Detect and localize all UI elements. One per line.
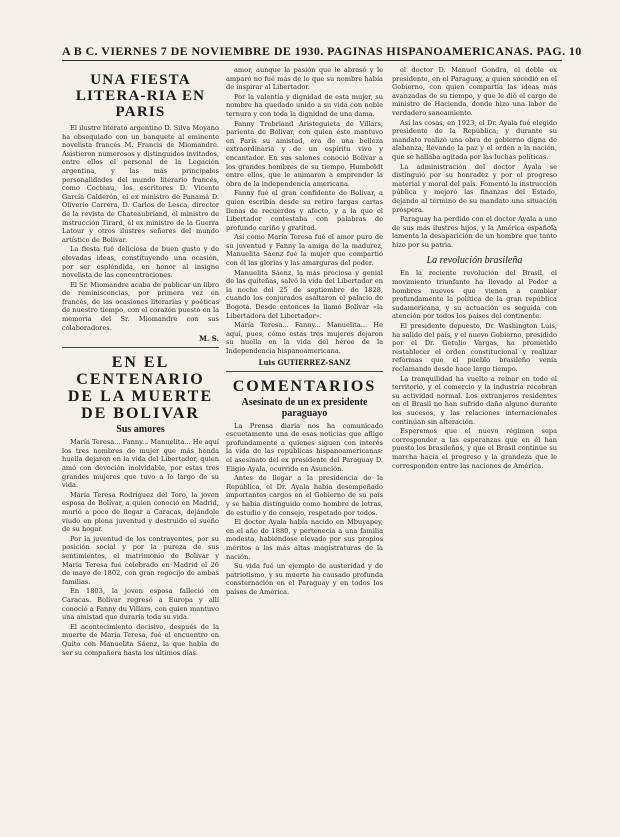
headline-centenario-bolivar: EN EL CENTENARIO DE LA MUERTE DE BOLIVAR [67,354,214,423]
paragraph: La Prensa diaria nos ha comunicado escuetamente una de esas noticias que aflige profundamente a quienes siguen con interés la vida de las repúblicas hispanoamericanas: el asesinato del ex presidente del Paraguay D. Eligio Ayala, ocurrido en Asunción. [226,421,383,473]
column-2 [226,66,383,826]
divider [62,347,219,348]
running-head: A B C. VIERNES 7 DE NOVIEMBRE DE 1930. PAGINAS HISPANOAMERICANAS. PAG. 10 [62,44,582,58]
paragraph: María Teresa... Fanny... Manuelita... He aquí, pues, cómo estas tres mujeres dejaron su huella en la vida del héroe de la Independencia hispanoamericana. [226,321,383,355]
paragraph: el doctor D. Manuel Gondra, el doble ex presidente, en el Paraguay, a quien sucedió en el Gobierno, con quien compartía las ideas más avanzadas de su tiempo, y que le dió el cargo de ministro de Hacienda, donde hizo una labor de verdadero saneamiento. [392,66,557,117]
column-3 [392,66,557,826]
paragraph: María Teresa... Fanny... Manuelita... He aquí los tres nombres de mujer que más honda huella dejaron en la vida del Libertador, quien amó con devoción inolvidable, por estas tres grandes mujeres que tuvo a lo largo de su vida. [62,438,219,490]
subhead-asesinato: Asesinato de un ex presidente paraguayo [241,396,368,419]
paragraph: Fanny fué el gran confidente de Bolívar, a quien escribía desde su retiro largas cartas llenas de recuerdos y afecto, y a la que el Libertador contestaba con palabras de profundo cariño y gratitud. [226,189,383,232]
paragraph: El ilustre literato argentino D. Silva Moyano ha obsequiado con un banquete al eminente novelista francés M. Francis de Miomandre. Asistieron numerosos y distinguidos invitados, entre ellos el personal de la Legación argentina, y las más principales personalidades del mundo literario francés, como Cocteau, los escritores D. Vicente García Calderón, el ex ministro de Panamá D. Oliverio Carrera, D. Carlos de Lesca, director de la revista de Chateaubriand, el ministro de instrucción Tirard, el ex ministro de la Guerra Latour y otros ilustres señores del mundo artístico de Bolivar. [62,124,219,244]
paragraph: El doctor Ayala había nacido en Mbuyapey, en el año de 1880, y pertenecía a una familia modesta, habiéndose elevado por sus propios méritos a las más altas magistraturas de la nación. [226,518,383,561]
paragraph: El presidente depuesto, Dr. Washington Luis, ha salido del país, y el nuevo Gobierno, presidido por el Dr. Getulio Vargas, ha prometido restablecer el orden constitucional y realizar reformas que el pueblo brasileño venía reclamando desde hace largo tiempo. [392,322,557,373]
paragraph: La tranquilidad ha vuelto a reinar en todo el territorio, y el comercio y la industria recobran su actividad normal. Los extranjeros residentes en el Brasil no han sufrido daño alguno durante los sucesos, y las relaciones internacionales continúan sin alteración. [392,374,557,426]
paragraph: La fiesta fué deliciosa de buen gusto y de elevadas ideas, constituyendo una ocasión, por ser espléndida, en honor al insigne novelista de las concentraciones. [62,245,219,280]
paragraph: El acontecimiento decisivo, después de la muerte de María Teresa, fué el encuentro en Quito con Manuelita Sáenz, la que había de ser su compañera hasta los últimos días. [62,622,219,657]
paragraph: La administración del doctor Ayala se distinguió por su honradez y por el progreso material y moral del país. Fomentó la instrucción pública y mejoró las finanzas del Estado, dejando al término de su mandato una situación próspera. [392,162,557,214]
subhead-sus-amores: Sus amores [116,424,165,436]
paragraph: Manuelita Sáenz, la más preciosa y genial de las quiteñas, salvó la vida del Libertador en la noche del 25 de septiembre de 1828, cuando los conjurados asaltaron el palacio de Bogotá. Desde entonces la llamó Bolívar «la Libertadora del Libertador». [226,268,383,320]
paragraph: amor, aunque la pasión que le abrasó y le amparó no fué más de lo que su nombre había de inspirar al Libertador. [226,66,383,92]
headline-comentarios: COMENTARIOS [232,377,377,395]
signature: M. S. [199,334,219,344]
column-1 [62,66,219,826]
signature: Luis GUTIERREZ-SANZ [258,357,351,367]
paragraph: Fanny Trobriand Aristeguieta de Villars, parienta de Bolívar, con quien éste mantuvo en París su amistad, era de una belleza extraordinaria y de un espíritu vivo y encantador. En sus salones conoció Bolívar a los grandes hombres de su tiempo, Humboldt entre ellos, que le animaron a emprender la obra de la independencia americana. [226,119,383,188]
paragraph: Esperemos que el nuevo régimen sepa corresponder a las esperanzas que en él han puesto los brasileños, y que el Brasil continúe su marcha hacia el progreso y la grandeza que le corresponden entre las naciones de América. [392,427,557,470]
paragraph: En la reciente revolución del Brasil, el movimiento triunfante ha llevado al Poder a hombres nuevos que vienen a cambiar profundamente la política de la gran república sudamericana, y su actuación es seguida con atención por todos los países del continente. [392,269,557,321]
headline-fiesta-literaria: UNA FIESTA LITERA-RIA EN PARIS [75,72,206,120]
paragraph: Paraguay ha perdido con el doctor Ayala a uno de sus más ilustres hijos, y la América española lamenta la desaparición de un hombre que tanto hizo por su patria. [392,215,557,249]
paragraph: El Sr. Miomandre acaba de publicar un libro de reminiscencias, por primera vez en francés, de las ocasiones literarias y poéticas de nuestro tiempo, con el corazón puesto en la memoria del Sr. Miomandre con sus colaboradores. [62,280,219,332]
paragraph: Antes de llegar a la presidencia de la República, el Dr. Ayala había desempeñado importantes cargos en el Gobierno de su país y se había distinguido como hombre de letras, de estudio y de consejo, respetado por todos. [226,474,383,517]
paragraph: Por la valentía y dignidad de esta mujer, su nombre ha quedado unido a su vida con noble ternura y con toda la dignidad de una dama. [226,92,383,118]
paragraph: María Teresa Rodríguez del Toro, la joven esposa de Bolívar, a quien conoció en Madrid, murió a poco de llegar a Caracas, dejándole viudo en plena juventud y destruido el sueño de su hogar. [62,490,219,534]
header-rule [62,60,562,61]
paragraph: Su vida fué un ejemplo de austeridad y de patriotismo, y su muerte ha causado profunda consternación en el Paraguay y en todos los países de América. [226,562,383,596]
paragraph: En 1803, la joven esposa falleció en Caracas. Bolívar regresó a Europa y allí conoció a Fanny du Villars, con quien mantuvo una amistad que duraría toda su vida. [62,587,219,622]
paragraph: Por la juventud de los contrayentes, por su posición social y por la pureza de sus sentimientos, el matrimonio de Bolívar y María Teresa fué celebrado en Madrid el 26 de mayo de 1802, con gran regocijo de ambas familias. [62,534,219,586]
subhead-revolucion-brasilena: La revolución brasileña [426,255,523,267]
paragraph: Así como María Teresa fué el amor puro de su juventud y Fanny la amiga de la madurez, Manuelita Sáenz fué la mujer que compartió con él las glorias y las amarguras del poder. [226,233,383,268]
paragraph: Así las cosas, en 1923, el Dr. Ayala fué elegido presidente de la República, y durante su mandato realizó una obra de gobierno digna de alabanza, llevando la paz y el orden a la nación, que se hallaba agitada por las luchas políticas. [392,118,557,161]
divider [226,371,383,372]
